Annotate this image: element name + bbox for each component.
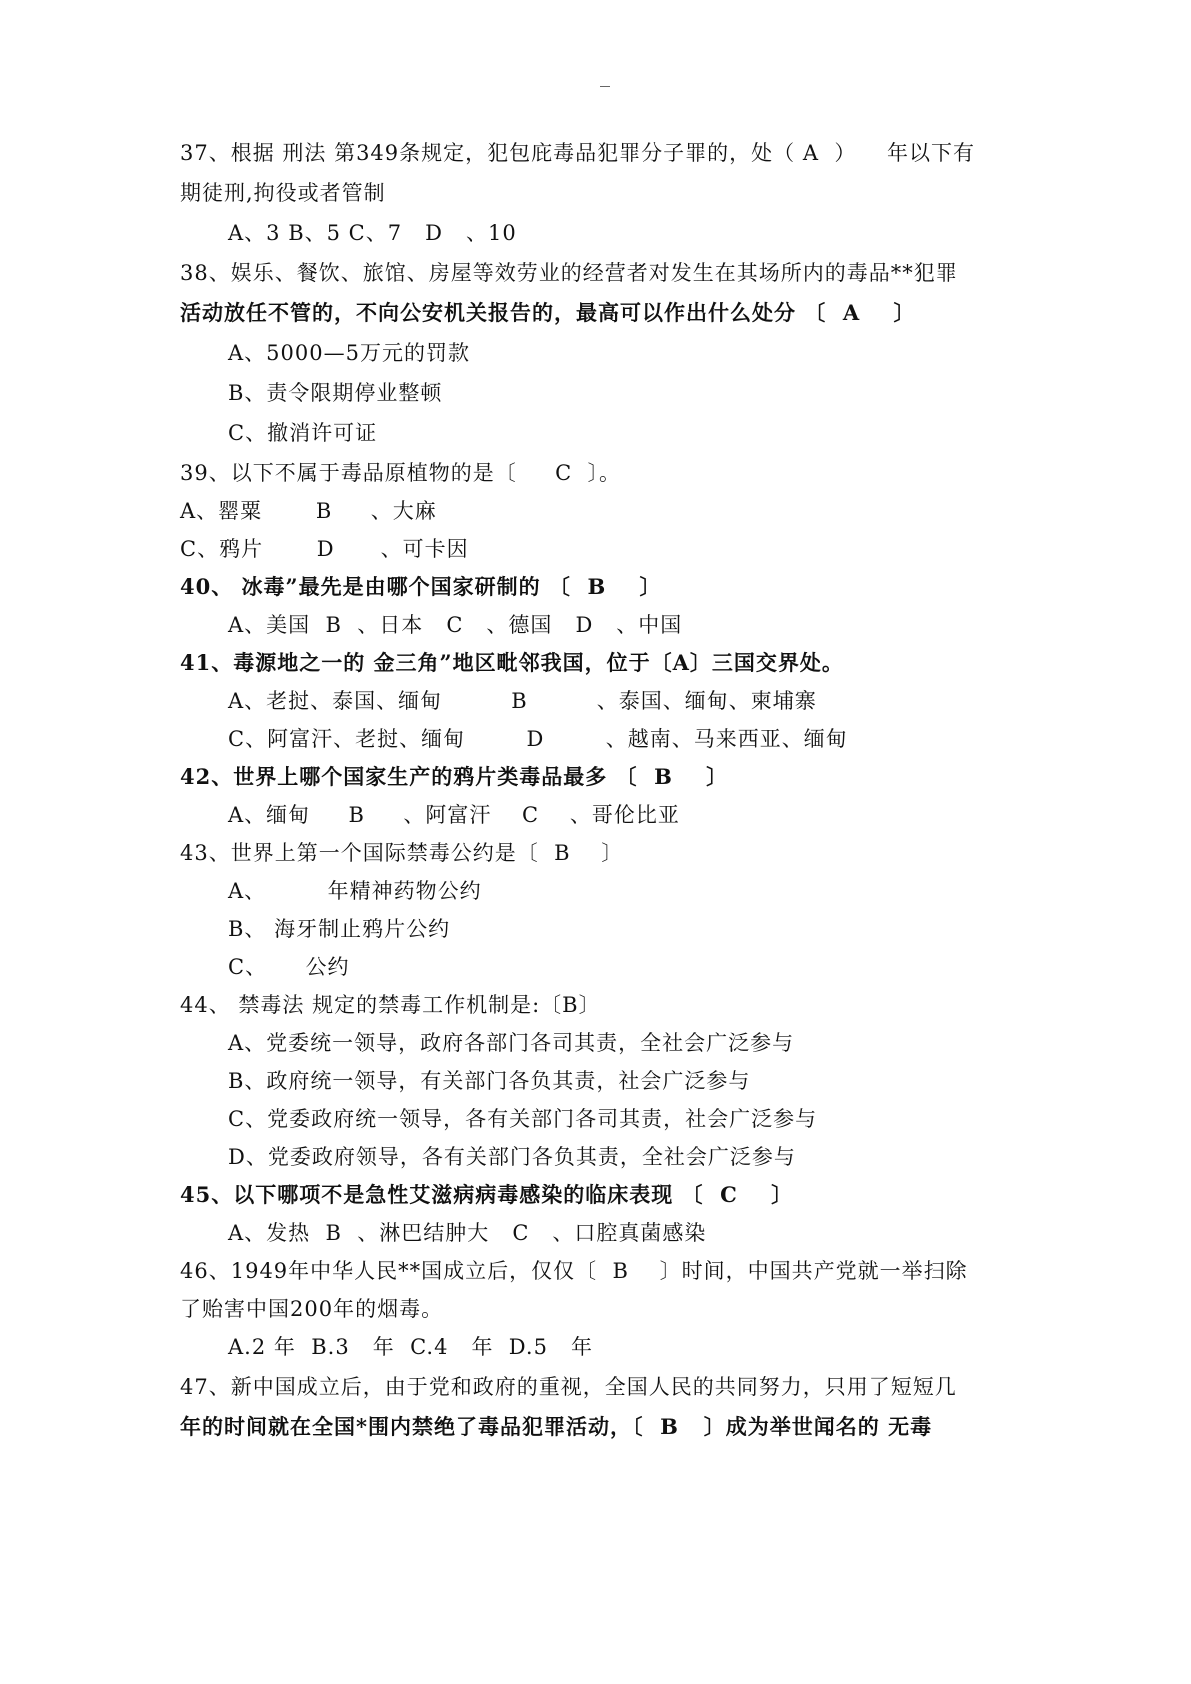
text-line: A、美国 B 、日本 C 、德国 D 、中国 xyxy=(228,613,683,637)
text-line: 期徒刑,拘役或者管制 xyxy=(180,181,386,205)
text-line: C、 公约 xyxy=(228,955,350,979)
text-line: A、缅甸 B 、阿富汗 C 、哥伦比亚 xyxy=(228,803,680,827)
text-line: 43、世界上第一个国际禁毒公约是〔 B 〕 xyxy=(180,841,624,865)
text-line: C、阿富汗、老挝、缅甸 D 、越南、马来西亚、缅甸 xyxy=(228,727,848,751)
text-line: 38、娱乐、餐饮、旅馆、房屋等效劳业的经营者对发生在其场所内的毒品**犯罪 xyxy=(180,261,958,285)
text-line: C、鸦片 D 、可卡因 xyxy=(180,537,469,561)
text-line: D、党委政府领导，各有关部门各负其责，全社会广泛参与 xyxy=(228,1145,796,1169)
text-line: A、5000—5万元的罚款 xyxy=(228,341,470,365)
text-line: 45、以下哪项不是急性艾滋病病毒感染的临床表现 〔 C 〕 xyxy=(180,1182,794,1207)
text-line: 47、新中国成立后，由于党和政府的重视，全国人民的共同努力，只用了短短几 xyxy=(180,1375,957,1399)
text-line: 年的时间就在全国*围内禁绝了毒品犯罪活动，〔 B 〕成为举世闻名的 无毒 xyxy=(180,1414,933,1439)
text-line: B、 海牙制止鸦片公约 xyxy=(228,917,451,941)
text-line: 42、世界上哪个国家生产的鸦片类毒品最多 〔 B 〕 xyxy=(180,764,729,789)
text-line: B、责令限期停业整顿 xyxy=(228,381,443,405)
text-line: 活动放任不管的，不向公安机关报告的，最高可以作出什么处分 〔 A 〕 xyxy=(180,300,916,325)
text-line: 40、 冰毒”最先是由哪个国家研制的 〔 B 〕 xyxy=(180,574,662,599)
text-line: 了贻害中国200年的烟毒。 xyxy=(180,1297,444,1321)
text-line: A、罂粟 B 、大麻 xyxy=(180,499,437,523)
text-line: C、党委政府统一领导，各有关部门各司其责，社会广泛参与 xyxy=(228,1107,818,1131)
text-line: 39、以下不属于毒品原植物的是〔 C 〕。 xyxy=(180,461,622,485)
page-header-mark xyxy=(600,86,610,87)
text-line: C、撤消许可证 xyxy=(228,421,378,445)
text-line: 41、毒源地之一的 金三角”地区毗邻我国，位于〔A〕三国交界处。 xyxy=(180,650,844,675)
text-line: A、发热 B 、淋巴结肿大 C 、口腔真菌感染 xyxy=(228,1221,707,1245)
text-line: A、党委统一领导，政府各部门各司其责，全社会广泛参与 xyxy=(228,1031,795,1055)
text-line: A、3 B、5 C、7 D 、10 xyxy=(228,221,517,245)
text-line: A、老挝、泰国、缅甸 B 、泰国、缅甸、柬埔寨 xyxy=(228,689,817,713)
text-line: 44、 禁毒法 规定的禁毒工作机制是:〔B〕 xyxy=(180,993,601,1017)
text-line: B、政府统一领导，有关部门各负其责，社会广泛参与 xyxy=(228,1069,751,1093)
text-line: 37、根据 刑法 第349条规定，犯包庇毒品犯罪分子罪的，处（ A ） 年以下有 xyxy=(180,141,976,165)
text-line: 46、1949年中华人民**国成立后，仅仅〔 B 〕时间，中国共产党就一举扫除 xyxy=(180,1259,968,1283)
text-line: A.2 年 B.3 年 C.4 年 D.5 年 xyxy=(228,1335,593,1359)
text-line: A、 年精神药物公约 xyxy=(228,879,482,903)
